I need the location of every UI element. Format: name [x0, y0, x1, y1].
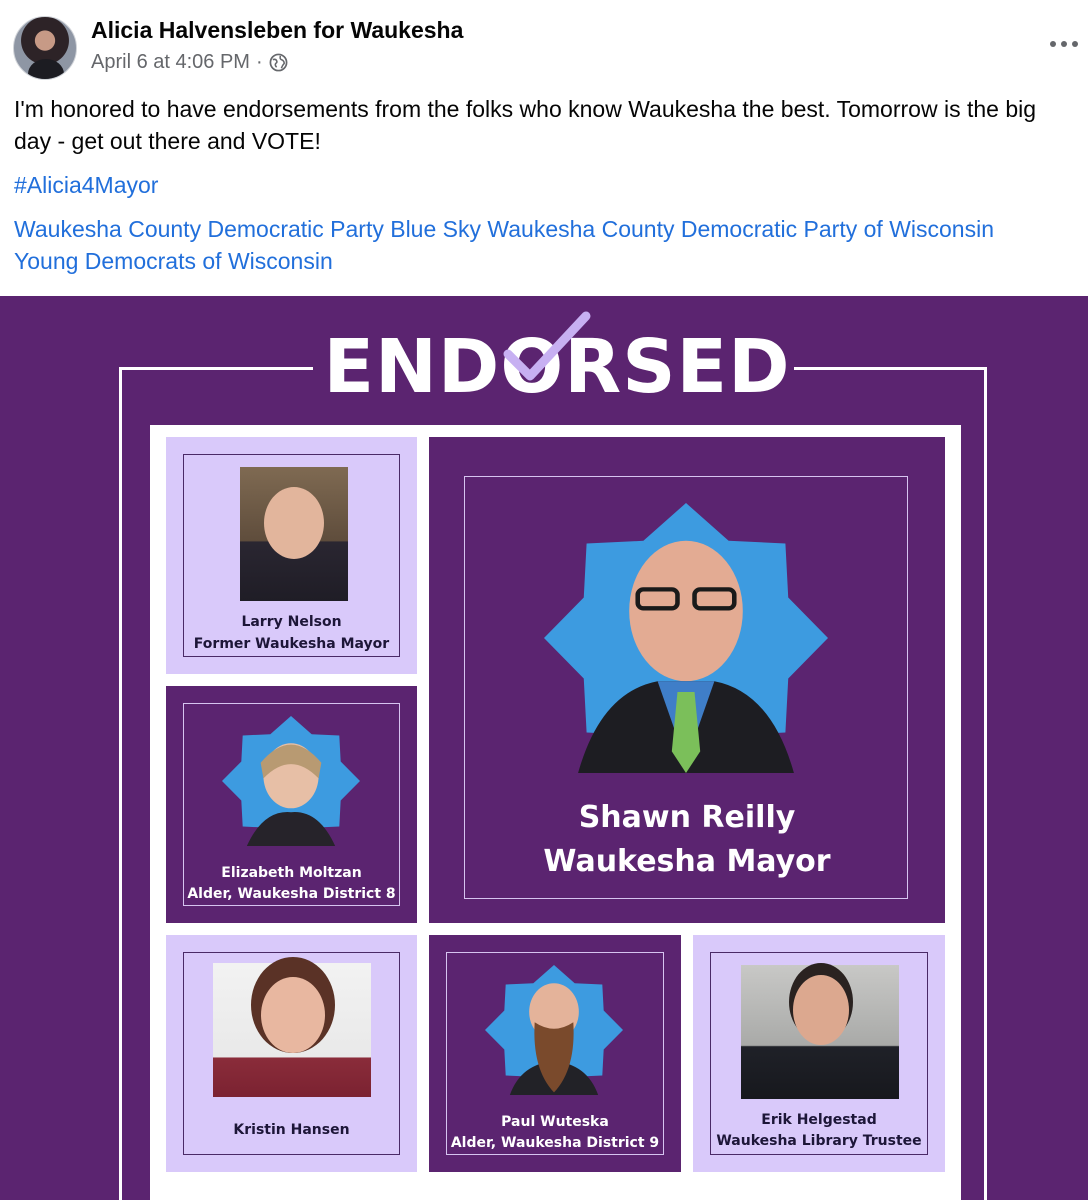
- frame-line-left: [119, 367, 313, 370]
- endorser-face: [264, 487, 324, 559]
- endorser-title: Alder, Waukesha District 8: [187, 886, 396, 902]
- meta-separator: ·: [255, 51, 263, 73]
- featured-endorser-title: Waukesha Mayor: [543, 844, 831, 879]
- featured-endorser-photo: [544, 503, 828, 773]
- tagged-pages: [14, 213, 1064, 277]
- post-text: I'm honored to have endorsements from the folks who know Waukesha the best. Tomorrow is the big day - get out there and VOTE!: [14, 96, 1037, 154]
- endorser-card-paul-wuteska: [429, 935, 681, 1172]
- hashtag-link[interactable]: [14, 169, 158, 201]
- endorser-title: Alder, Waukesha District 9: [450, 1135, 660, 1151]
- endorser-photo: [741, 965, 899, 1099]
- endorsement-graphic[interactable]: [0, 296, 1088, 1200]
- hashtag-alicia4mayor[interactable]: #Alicia4Mayor: [14, 172, 159, 198]
- author-name[interactable]: Alicia Halvensleben for Waukesha: [91, 17, 464, 43]
- endorsed-heading: ENDORSED: [323, 324, 791, 410]
- post-meta: [91, 51, 288, 74]
- endorser-card-erik-helgestad: [693, 935, 945, 1172]
- endorser-card-kristin-hansen: [166, 935, 417, 1172]
- frame-line-right: [794, 367, 987, 370]
- endorser-title: Waukesha Library Trustee: [716, 1133, 922, 1149]
- endorser-photo: [240, 467, 348, 601]
- featured-endorser-card: [429, 437, 945, 923]
- endorser-face: [261, 977, 325, 1053]
- tag-link-waukesha-county-democratic-party[interactable]: Waukesha County Democratic Party: [14, 216, 384, 242]
- tag-link-young-democrats-of-wisconsin[interactable]: Young Democrats of Wisconsin: [14, 248, 333, 274]
- endorser-card-larry-nelson: [166, 437, 417, 674]
- endorser-title: Former Waukesha Mayor: [193, 636, 390, 652]
- endorser-name: Erik Helgestad: [761, 1112, 877, 1128]
- tag-link-democratic-party-of-wisconsin[interactable]: Democratic Party of Wisconsin: [680, 216, 994, 242]
- endorser-face: [793, 975, 849, 1045]
- post-header: [0, 0, 1088, 90]
- endorsement-grid: [150, 425, 961, 1200]
- tag-link-blue-sky-waukesha-county[interactable]: Blue Sky Waukesha County: [390, 216, 675, 242]
- endorser-name: Elizabeth Moltzan: [221, 865, 362, 881]
- endorser-name: Paul Wuteska: [501, 1114, 609, 1130]
- endorser-name: Larry Nelson: [241, 614, 342, 630]
- globe-icon[interactable]: [269, 53, 288, 72]
- endorser-photo: [222, 716, 360, 846]
- endorser-photo: [485, 965, 623, 1095]
- endorser-photo: [213, 963, 371, 1097]
- author-avatar[interactable]: [13, 16, 77, 80]
- checkmark-icon: [500, 310, 592, 390]
- more-options-icon[interactable]: [1050, 36, 1078, 52]
- endorser-name: Kristin Hansen: [233, 1122, 350, 1138]
- featured-endorser-name: Shawn Reilly: [578, 800, 796, 835]
- post-timestamp[interactable]: April 6 at 4:06 PM: [91, 51, 250, 73]
- endorser-card-elizabeth-moltzan: [166, 686, 417, 923]
